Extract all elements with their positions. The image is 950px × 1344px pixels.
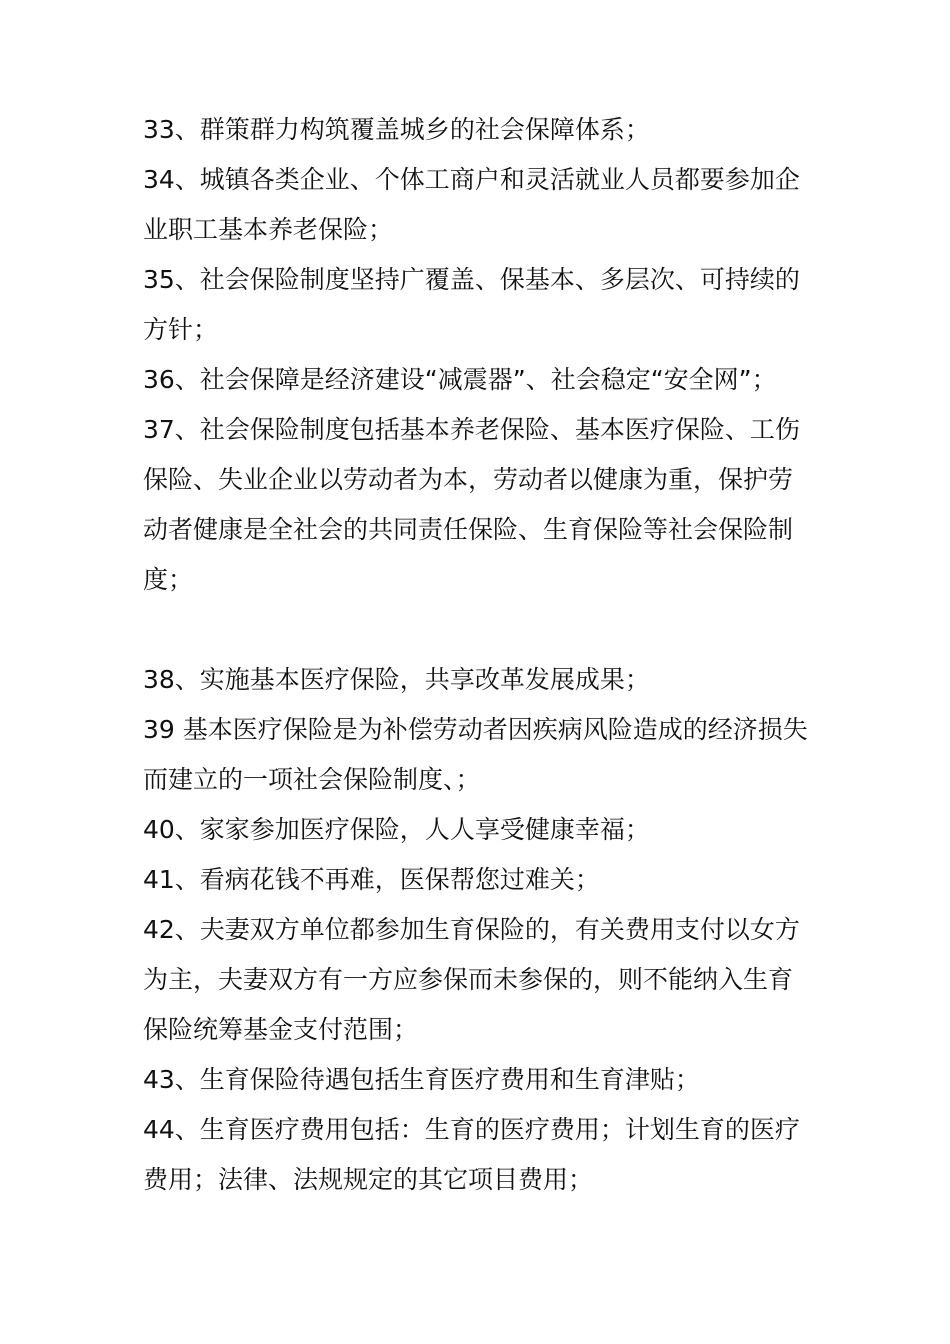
list-item-44: 44、生育医疗费用包括：生育的医疗费用；计划生育的医疗费用；法律、法规规定的其它项目费用； [143,1115,800,1194]
list-item-33: 33、群策群力构筑覆盖城乡的社会保障体系； [143,115,650,144]
list-item-40: 40、家家参加医疗保险，人人享受健康幸福； [143,815,650,844]
list-item-39: 39 基本医疗保险是为补偿劳动者因疾病风险造成的经济损失而建立的一项社会保险制度、； [143,715,808,794]
list-item-35: 35、社会保险制度坚持广覆盖、保基本、多层次、可持续的方针； [143,265,800,344]
document-body [143,105,811,1205]
list-item-34: 34、城镇各类企业、个体工商户和灵活就业人员都要参加企业职工基本养老保险； [143,165,800,244]
list-item-37: 37、社会保险制度包括基本养老保险、基本医疗保险、工伤保险、失业企业以劳动者为本，劳动者以健康为重，保护劳动者健康是全社会的共同责任保险、生育保险等社会保险制度； [143,415,800,594]
list-item-41: 41、看病花钱不再难，医保帮您过难关； [143,865,600,894]
list-item-36: 36、社会保障是经济建设“减震器”、社会稳定“安全网”； [143,365,777,394]
list-item-42: 42、夫妻双方单位都参加生育保险的，有关费用支付以女方为主，夫妻双方有一方应参保而未参保的，则不能纳入生育保险统筹基金支付范围； [143,915,800,1044]
list-item-43: 43、生育保险待遇包括生育医疗费用和生育津贴； [143,1065,700,1094]
paragraph-gap [143,605,811,655]
list-item-38: 38、实施基本医疗保险，共享改革发展成果； [143,665,650,694]
